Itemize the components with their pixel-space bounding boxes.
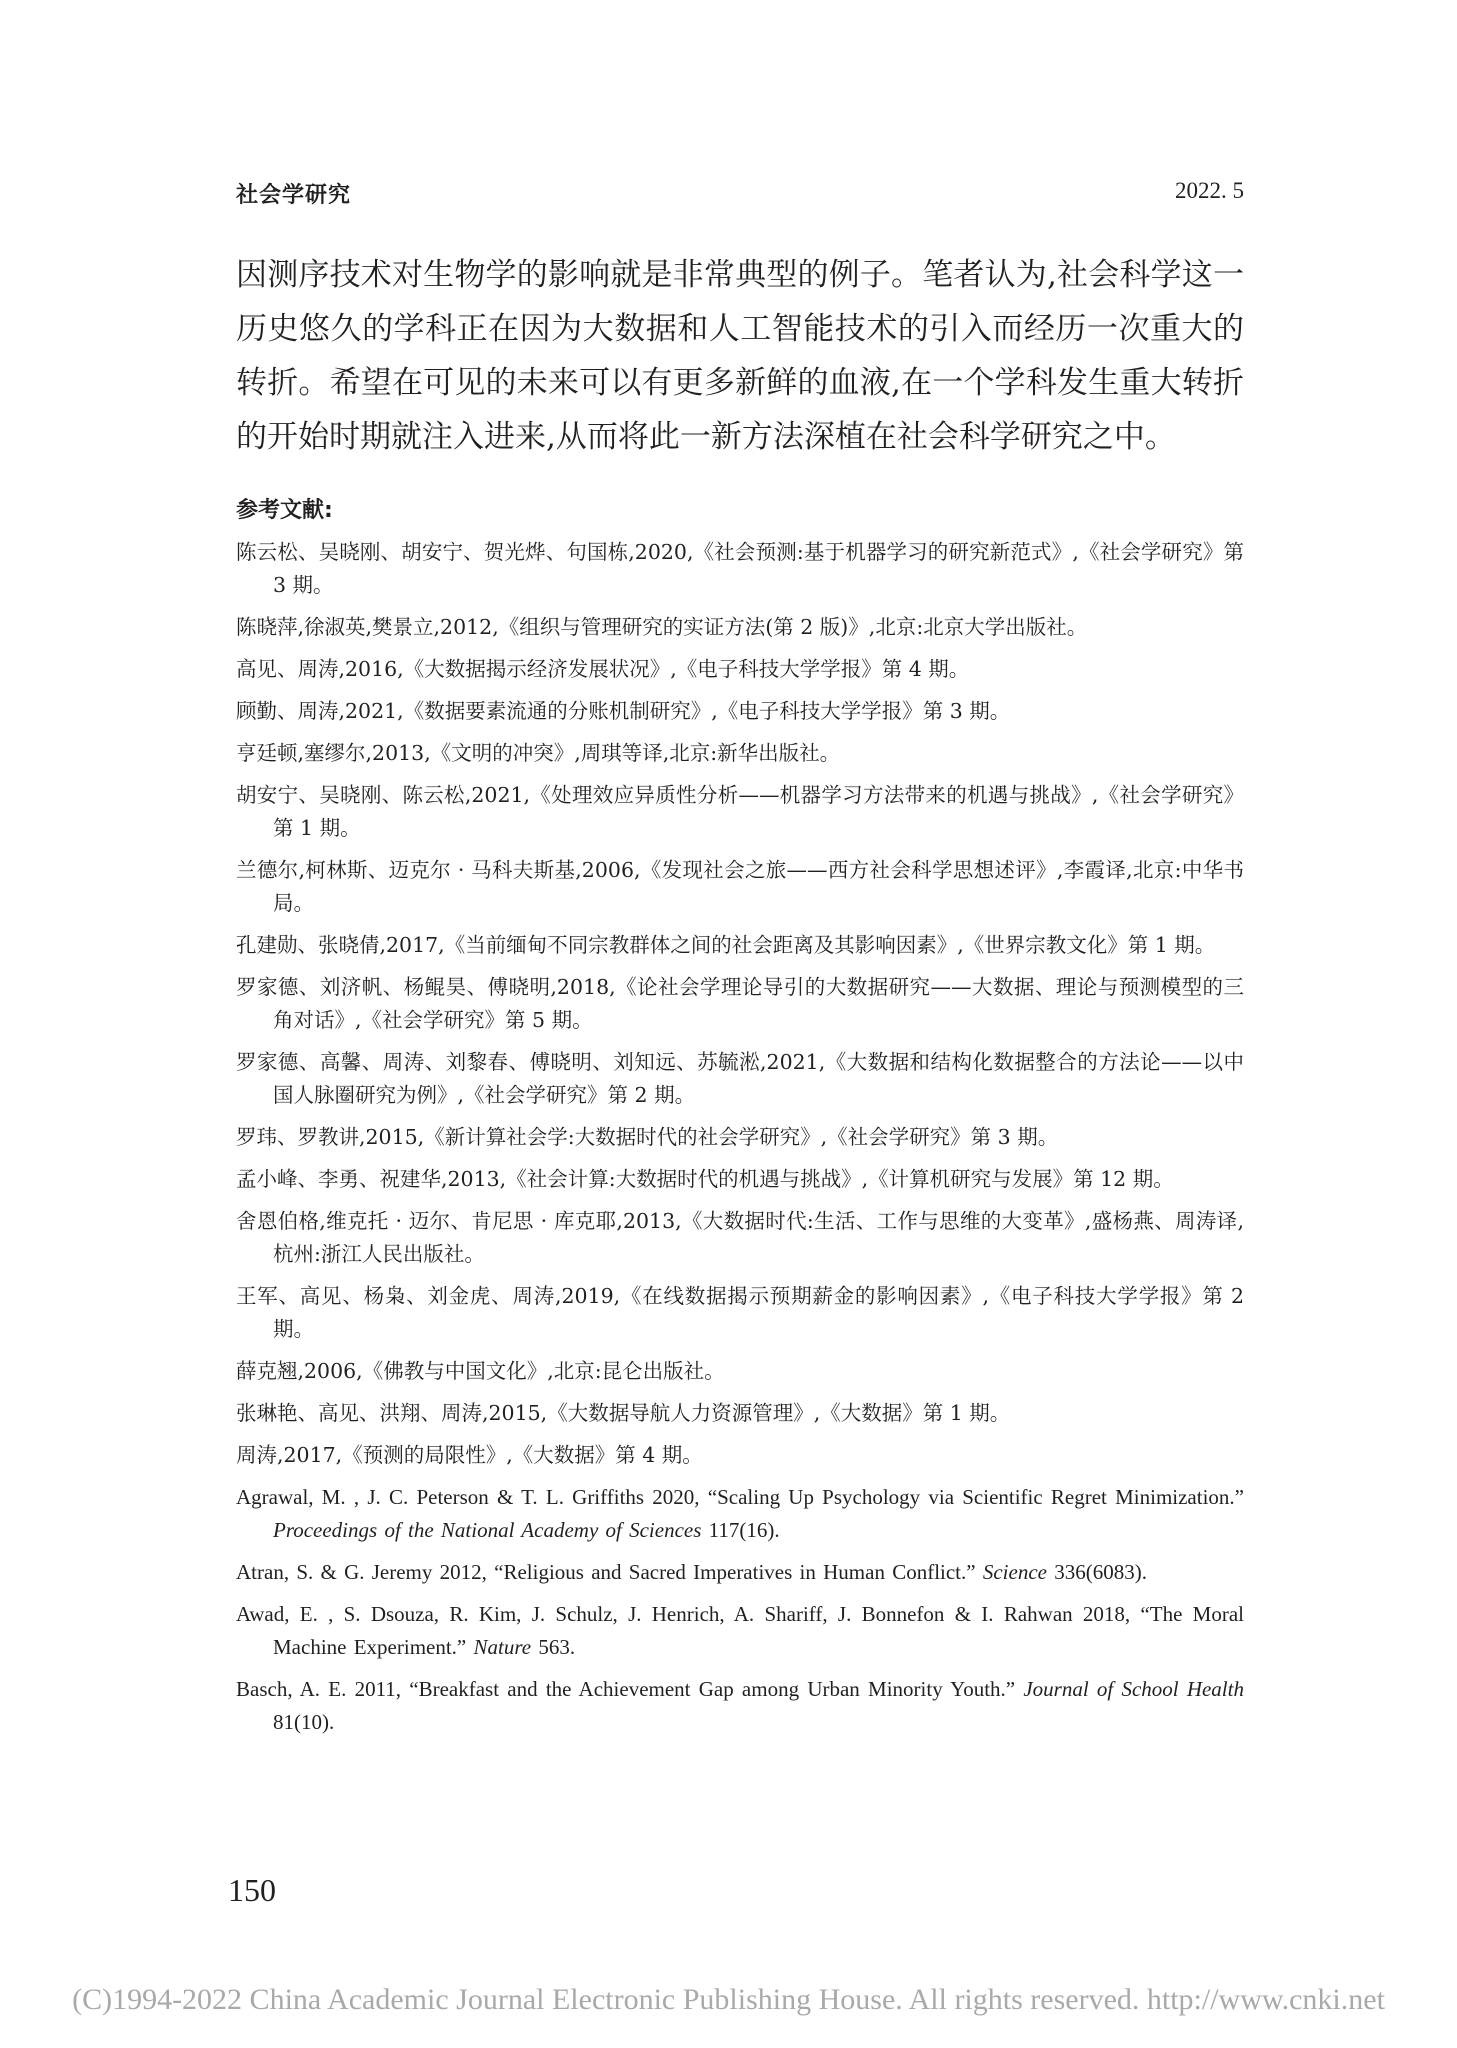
copyright-footer: (C)1994-2022 China Academic Journal Electronic Publishing House. All rights reserved. http://www.cnki.net [72,1983,1385,2016]
reference-item: 兰德尔,柯林斯、迈克尔 · 马科夫斯基,2006,《发现社会之旅——西方社会科学思想述评》,李霞译,北京:中华书局。 [236,858,1244,915]
reference-item: 舍恩伯格,维克托 · 迈尔、肯尼思 · 库克耶,2013,《大数据时代:生活、工作与思维的大变革》,盛杨燕、周涛译,杭州:浙江人民出版社。 [236,1209,1244,1266]
reference-item: 陈晓萍,徐淑英,樊景立,2012,《组织与管理研究的实证方法(第 2 版)》,北京:北京大学出版社。 [236,615,1088,639]
references-heading: 参考文献: [236,498,333,523]
reference-item-en [236,1598,1244,1664]
journal-name: Science [982,1560,1047,1584]
journal-name: Journal of School Health [1023,1677,1244,1701]
reference-item: 孟小峰、李勇、祝建华,2013,《社会计算:大数据时代的机遇与挑战》,《计算机研究与发展》第 12 期。 [236,1167,1174,1191]
reference-item: 亨廷顿,塞缪尔,2013,《文明的冲突》,周琪等译,北京:新华出版社。 [236,741,841,765]
reference-item: 陈云松、吴晓刚、胡安宁、贺光烨、句国栋,2020,《社会预测:基于机器学习的研究新范式》,《社会学研究》第 3 期。 [236,540,1244,597]
reference-item: 薛克翘,2006,《佛教与中国文化》,北京:昆仑出版社。 [236,1359,725,1383]
reference-list [236,536,1244,1748]
reference-text: Atran, S. & G. Jeremy 2012, “Religious and Sacred Imperatives in Human Conflict.” [236,1560,983,1584]
reference-item: 周涛,2017,《预测的局限性》,《大数据》第 4 期。 [236,1443,703,1467]
reference-item: 高见、周涛,2016,《大数据揭示经济发展状况》,《电子科技大学学报》第 4 期。 [236,657,970,681]
journal-name: Nature [473,1635,532,1659]
reference-item-en [236,1673,1244,1739]
reference-volume: 81(10). [273,1710,335,1734]
reference-item-en [236,1556,1244,1589]
reference-text: Basch, A. E. 2011, “Breakfast and the Achievement Gap among Urban Minority Youth.” [236,1677,1024,1701]
reference-text: Awad, E. , S. Dsouza, R. Kim, J. Schulz, J. Henrich, A. Shariff, J. Bonnefon & I. Rahwan 2018, “The Moral Machine Experiment.” [236,1602,1244,1659]
reference-item: 王军、高见、杨枭、刘金虎、周涛,2019,《在线数据揭示预期薪金的影响因素》,《电子科技大学学报》第 2 期。 [236,1284,1244,1341]
reference-item: 罗家德、高馨、周涛、刘黎春、傅晓明、刘知远、苏毓淞,2021,《大数据和结构化数据整合的方法论——以中国人脉圈研究为例》,《社会学研究》第 2 期。 [236,1050,1244,1107]
journal-name: Proceedings of the National Academy of Sciences [273,1518,702,1542]
page-number: 150 [228,1872,276,1908]
reference-volume: 117(16). [701,1518,780,1542]
reference-item: 顾勤、周涛,2021,《数据要素流通的分账机制研究》,《电子科技大学学报》第 3 期。 [236,699,1011,723]
reference-item: 罗家德、刘济帆、杨鲲昊、傅晓明,2018,《论社会学理论导引的大数据研究——大数据、理论与预测模型的三角对话》,《社会学研究》第 5 期。 [236,975,1244,1032]
reference-volume: 336(6083). [1046,1560,1147,1584]
reference-item: 张琳艳、高见、洪翔、周涛,2015,《大数据导航人力资源管理》,《大数据》第 1 期。 [236,1401,1011,1425]
body-paragraph: 因测序技术对生物学的影响就是非常典型的例子。笔者认为,社会科学这一历史悠久的学科正在因为大数据和人工智能技术的引入而经历一次重大的转折。希望在可见的未来可以有更多新鲜的血液,在一个学科发生重大转折的开始时期就注入进来,从而将此一新方法深植在社会科学研究之中。 [236,257,1244,455]
reference-volume: 563. [531,1635,576,1659]
reference-item: 罗玮、罗教讲,2015,《新计算社会学:大数据时代的社会学研究》,《社会学研究》第 3 期。 [236,1125,1059,1149]
reference-item: 孔建勋、张晓倩,2017,《当前缅甸不同宗教群体之间的社会距离及其影响因素》,《世界宗教文化》第 1 期。 [236,933,1216,957]
issue-number: 2022. 5 [1175,178,1244,203]
reference-item: 胡安宁、吴晓刚、陈云松,2021,《处理效应异质性分析——机器学习方法带来的机遇与挑战》,《社会学研究》第 1 期。 [236,783,1244,840]
journal-title: 社会学研究 [236,183,352,208]
reference-text: Agrawal, M. , J. C. Peterson & T. L. Griffiths 2020, “Scaling Up Psychology via Scientific Regret Minimization.” [236,1485,1244,1509]
reference-item-en [236,1481,1244,1547]
